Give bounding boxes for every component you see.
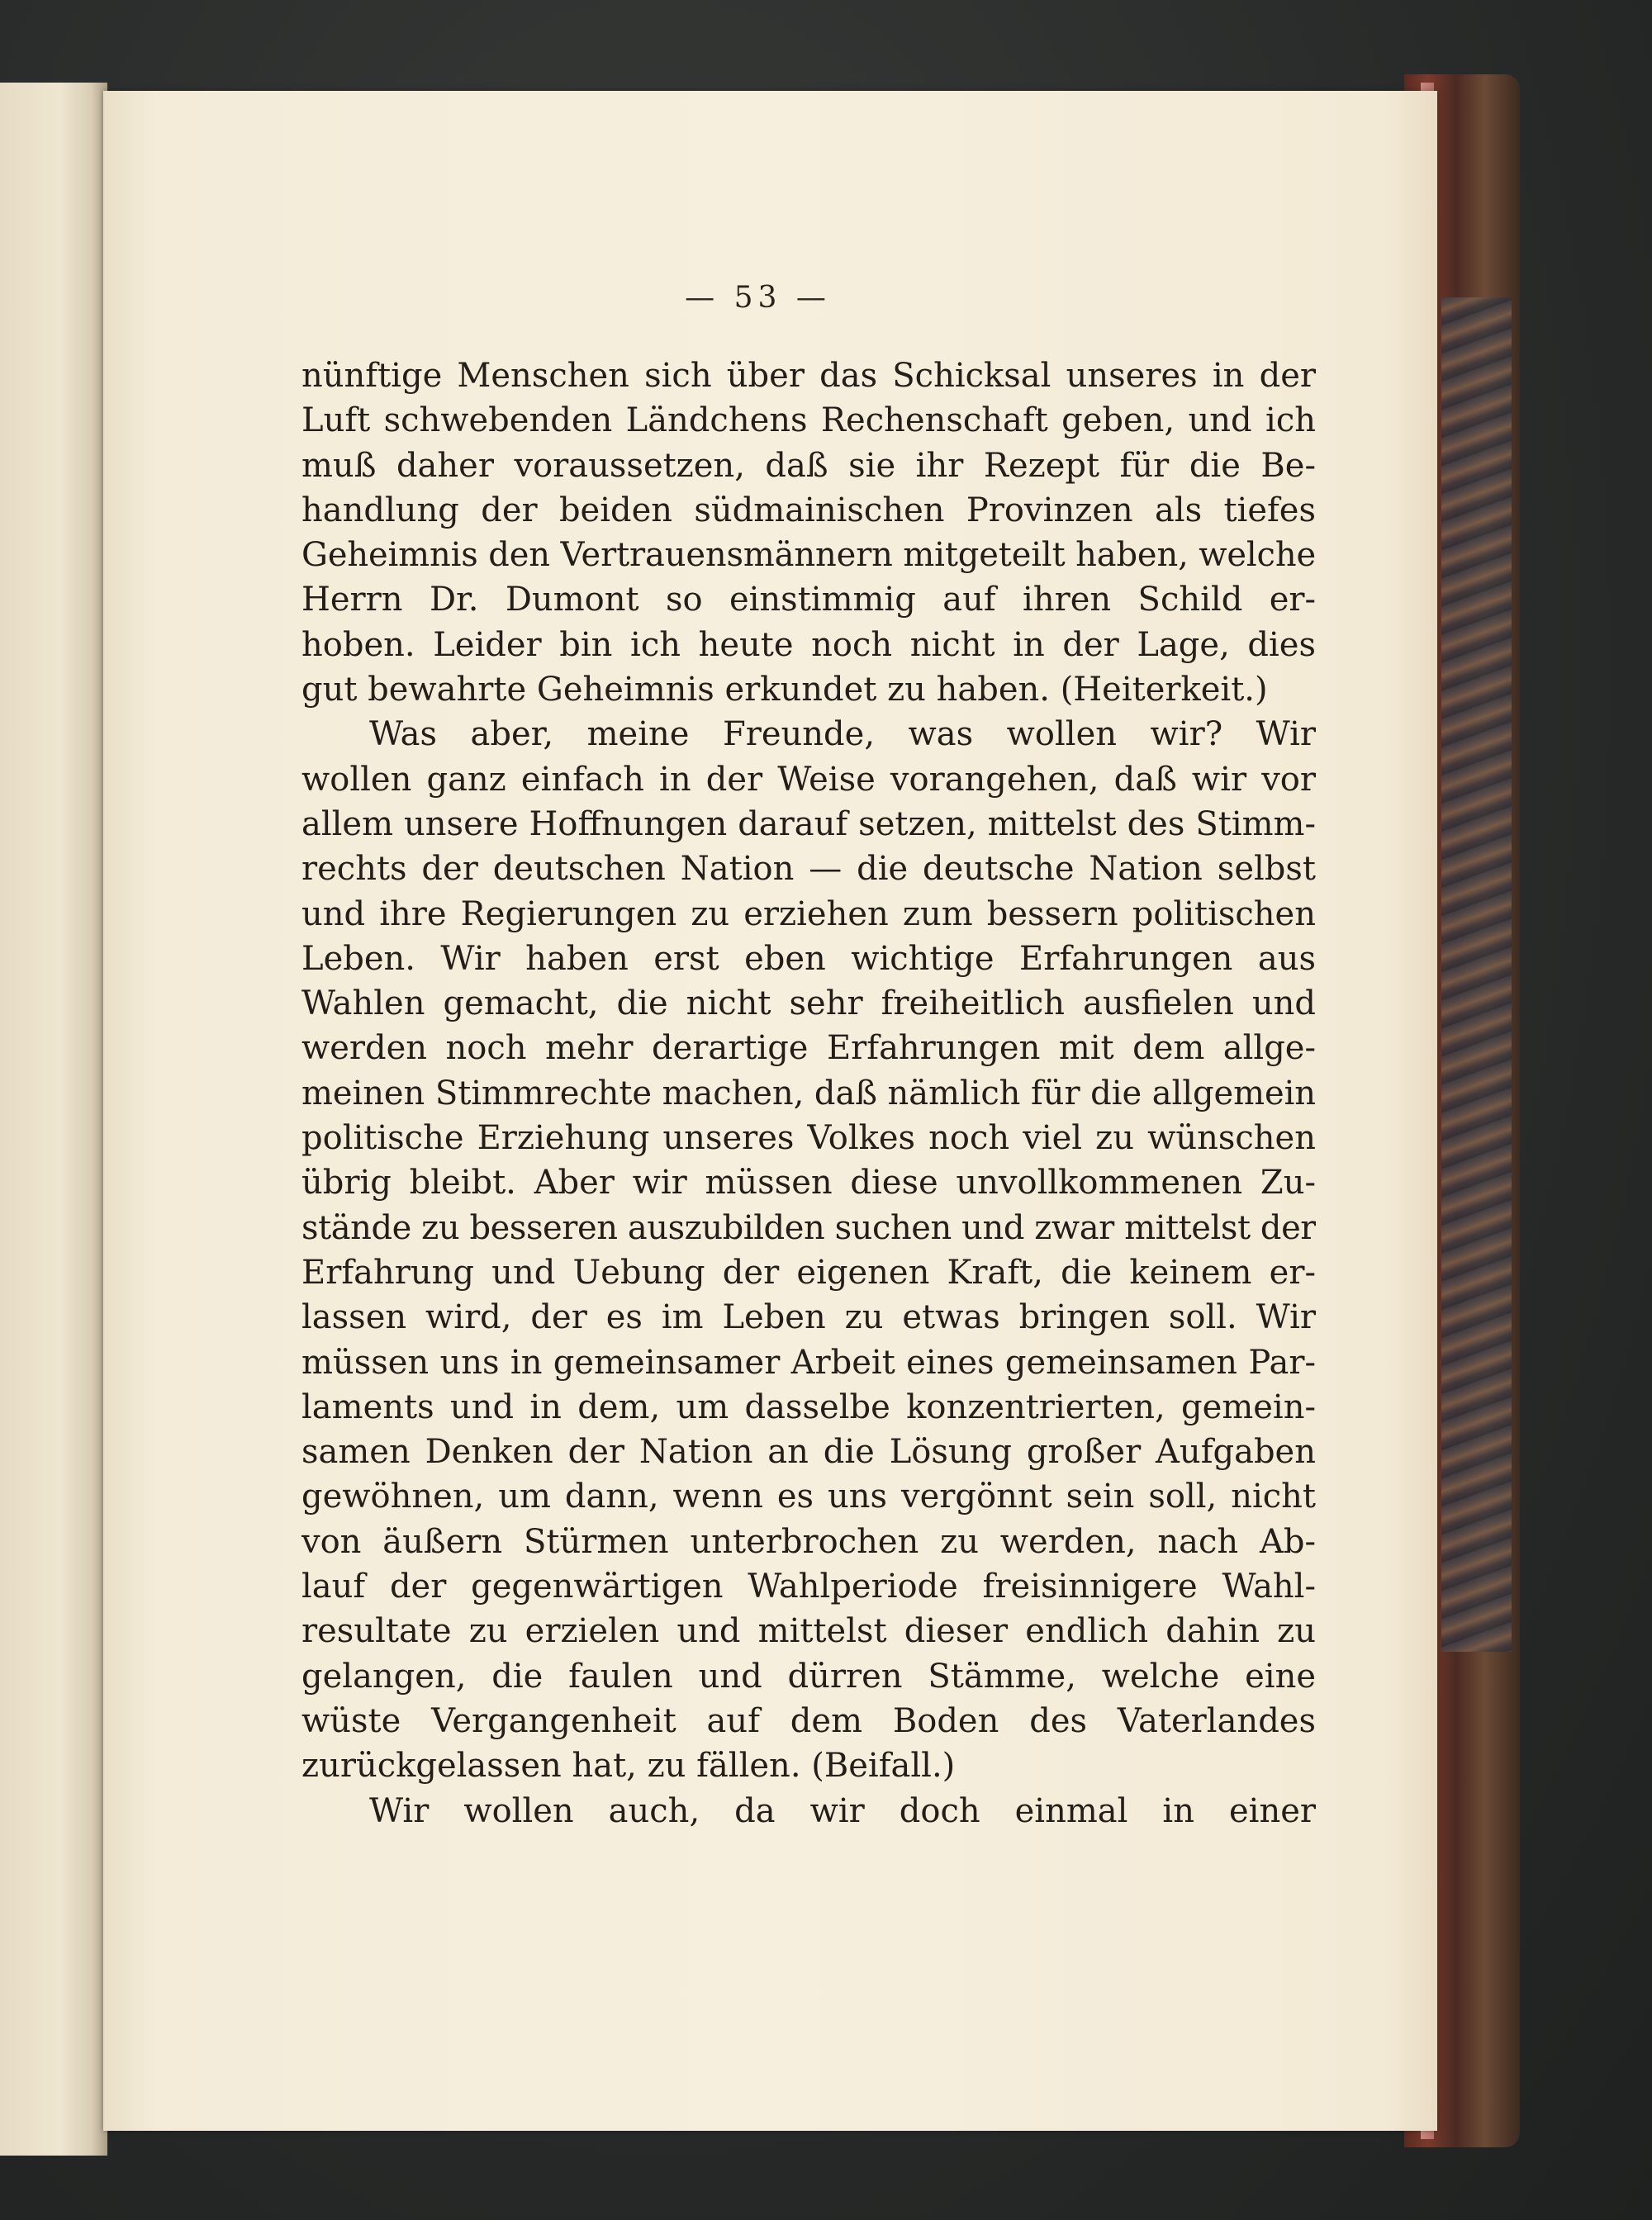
- text-line: Wahlen gemacht, die nicht sehr freiheitlich ausfielen und: [301, 984, 1316, 1023]
- page-number: — 53 —: [685, 281, 831, 315]
- text-line: Erfahrung und Uebung der eigenen Kraft, die keinem er-: [301, 1253, 1316, 1292]
- text-line: wüste Vergangenheit auf dem Boden des Vaterlandes: [301, 1701, 1316, 1740]
- text-line: von äußern Stürmen unterbrochen zu werden, nach Ab-: [301, 1522, 1316, 1561]
- body-text: [301, 353, 1316, 1833]
- book-page: [103, 91, 1437, 2131]
- text-line: Herrn Dr. Dumont so einstimmig auf ihren Schild er-: [301, 581, 1316, 619]
- text-line: hoben. Leider bin ich heute noch nicht in der Lage, dies: [301, 625, 1316, 664]
- text-line: Leben. Wir haben erst eben wichtige Erfahrungen aus: [301, 939, 1316, 978]
- text-line: wollen ganz einfach in der Weise vorangehen, daß wir vor: [301, 760, 1316, 799]
- text-line: politische Erziehung unseres Volkes noch viel zu wünschen: [301, 1119, 1316, 1158]
- text-line: rechts der deutschen Nation — die deutsche Nation selbst: [301, 850, 1316, 889]
- paragraph-1: [301, 353, 1316, 712]
- text-line: Luft schwebenden Ländchens Rechenschaft geben, und ich: [301, 401, 1316, 440]
- text-line: laments und in dem, um dasselbe konzentrierten, gemein-: [301, 1388, 1316, 1426]
- text-line: resultate zu erzielen und mittelst dieser endlich dahin zu: [301, 1612, 1316, 1651]
- text-line: werden noch mehr derartige Erfahrungen mit dem allge-: [301, 1029, 1316, 1068]
- text-line: Was aber, meine Freunde, was wollen wir? Wir: [369, 715, 1316, 754]
- text-line: meinen Stimmrechte machen, daß nämlich für die allgemein: [301, 1074, 1316, 1112]
- text-line: lauf der gegenwärtigen Wahlperiode freisinnigere Wahl-: [301, 1568, 1316, 1606]
- text-line: zurückgelassen hat, zu fällen. (Beifall.): [301, 1747, 956, 1786]
- text-line: lassen wird, der es im Leben zu etwas bringen soll. Wir: [301, 1298, 1316, 1337]
- text-line: und ihre Regierungen zu erziehen zum bessern politischen: [301, 894, 1316, 933]
- text-line: nünftige Menschen sich über das Schicksal unseres in der: [301, 357, 1316, 395]
- text-line: gelangen, die faulen und dürren Stämme, welche eine: [301, 1657, 1316, 1696]
- text-line: gut bewahrte Geheimnis erkundet zu haben. (Heiterkeit.): [301, 671, 1268, 709]
- paragraph-3: [301, 1789, 1316, 1833]
- text-line: Wir wollen auch, da wir doch einmal in einer: [369, 1791, 1316, 1830]
- left-page-edge: [0, 83, 107, 2156]
- paragraph-2: [301, 712, 1316, 1788]
- text-line: Geheimnis den Vertrauensmännern mitgeteilt haben, welche: [301, 536, 1316, 575]
- text-line: allem unsere Hoffnungen darauf setzen, mittelst des Stimm-: [301, 804, 1316, 843]
- text-line: stände zu besseren auszubilden suchen und zwar mittelst der: [301, 1208, 1316, 1247]
- text-line: übrig bleibt. Aber wir müssen diese unvollkommenen Zu-: [301, 1164, 1316, 1202]
- text-line: müssen uns in gemeinsamer Arbeit eines gemeinsamen Par-: [301, 1343, 1316, 1382]
- text-line: handlung der beiden südmainischen Provinzen als tiefes: [301, 491, 1316, 529]
- text-line: gewöhnen, um dann, wenn es uns vergönnt sein soll, nicht: [301, 1478, 1316, 1516]
- marbled-endpaper: [1441, 297, 1512, 1652]
- text-line: samen Denken der Nation an die Lösung großer Aufgaben: [301, 1433, 1316, 1472]
- text-line: muß daher voraussetzen, daß sie ihr Rezept für die Be-: [301, 446, 1316, 485]
